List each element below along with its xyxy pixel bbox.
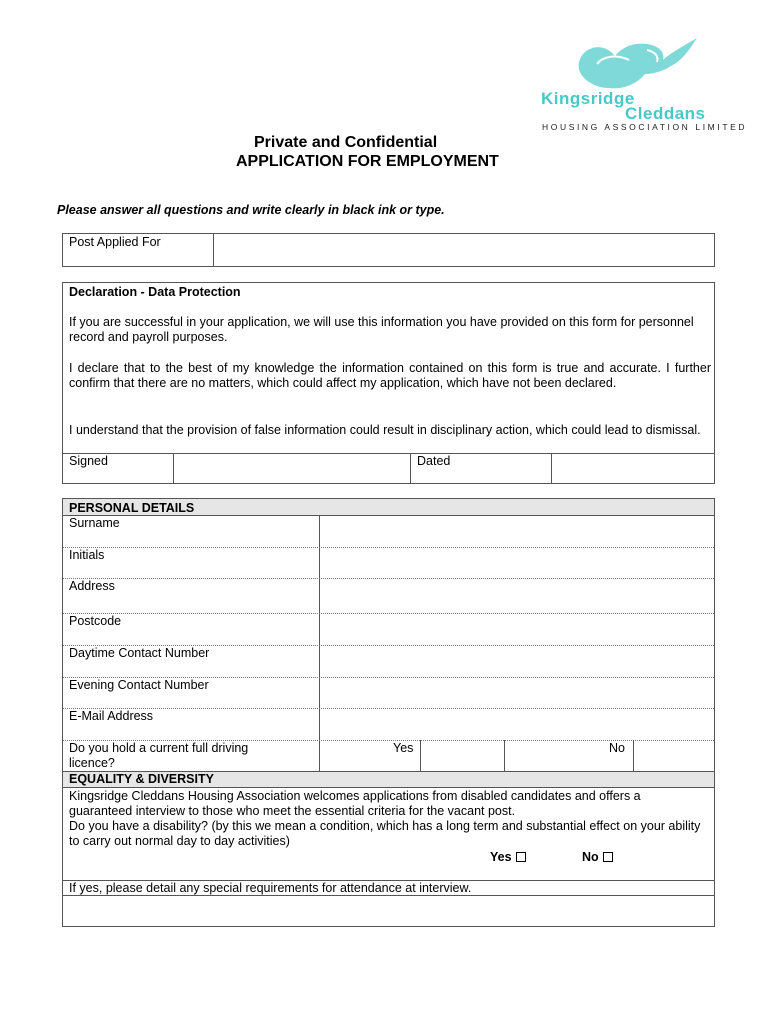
- declaration-para3: I understand that the provision of false information could result in disciplinary action, which could lead to dismissal.: [69, 423, 701, 437]
- address-label: Address: [69, 579, 115, 593]
- daytime-contact-label: Daytime Contact Number: [69, 646, 210, 660]
- divider: [504, 740, 505, 771]
- email-label: E-Mail Address: [69, 709, 154, 723]
- driving-yes-label: Yes: [393, 741, 414, 755]
- surname-label: Surname: [69, 516, 120, 530]
- disability-no-option[interactable]: [582, 850, 613, 864]
- disability-no-label: No: [582, 850, 599, 864]
- personal-details-heading: PERSONAL DETAILS: [69, 501, 195, 515]
- divider: [63, 787, 714, 788]
- evening-contact-label: Evening Contact Number: [69, 678, 209, 692]
- logo-name-line2: Cleddans: [625, 104, 706, 123]
- signed-field[interactable]: [174, 454, 410, 483]
- dated-label: Dated: [417, 454, 451, 468]
- dated-field[interactable]: [552, 454, 714, 483]
- driving-no-field[interactable]: [634, 741, 714, 771]
- divider: [410, 453, 411, 483]
- driving-licence-label: [69, 741, 309, 771]
- company-logo: [537, 34, 748, 134]
- logo-tagline: HOUSING ASSOCIATION LIMITED: [542, 122, 748, 132]
- driving-no-label: No: [609, 741, 625, 755]
- personal-details-section: [62, 498, 715, 927]
- checkbox-icon[interactable]: [516, 852, 526, 862]
- declaration-section: [62, 282, 715, 484]
- disability-question: Do you have a disability? (by this we mean a condition, which has a long term and substantial effect on your ability to carry out normal day to day activities): [69, 819, 701, 848]
- postcode-field[interactable]: [321, 614, 714, 644]
- checkbox-icon[interactable]: [603, 852, 613, 862]
- equality-para: Kingsridge Cleddans Housing Association welcomes applications from disabled candidates and offers a guaranteed interview to those who meet the essential criteria for the vacant post.: [69, 789, 641, 818]
- driving-yes-field[interactable]: [421, 741, 503, 771]
- instructions-text: Please answer all questions and write clearly in black ink or type.: [57, 203, 445, 217]
- driving-licence-line2: licence?: [69, 756, 115, 770]
- email-field[interactable]: [321, 709, 714, 739]
- divider: [213, 234, 214, 266]
- daytime-contact-field[interactable]: [321, 646, 714, 676]
- evening-contact-field[interactable]: [321, 678, 714, 708]
- disability-yes-option[interactable]: [490, 850, 526, 864]
- logo-name-line1: Kingsridge: [541, 89, 635, 108]
- post-applied-field[interactable]: [215, 234, 714, 266]
- divider: [319, 515, 320, 771]
- signed-label: Signed: [69, 454, 108, 468]
- initials-field[interactable]: [321, 548, 714, 578]
- post-applied-box: [62, 233, 715, 267]
- post-applied-label: Post Applied For: [69, 235, 161, 249]
- address-field[interactable]: [321, 579, 714, 613]
- page-title-line2: APPLICATION FOR EMPLOYMENT: [236, 153, 499, 170]
- equality-heading: EQUALITY & DIVERSITY: [69, 772, 214, 786]
- driving-licence-line1: Do you hold a current full driving: [69, 741, 249, 755]
- declaration-heading: Declaration - Data Protection: [69, 285, 241, 299]
- postcode-label: Postcode: [69, 614, 122, 628]
- disability-yes-label: Yes: [490, 850, 512, 864]
- surname-field[interactable]: [321, 516, 714, 546]
- initials-label: Initials: [69, 548, 105, 562]
- declaration-para1: If you are successful in your application, we will use this information you have provided on this form for personnel record and payroll purposes.: [69, 315, 694, 344]
- special-requirements-label: If yes, please detail any special requirements for attendance at interview.: [69, 881, 472, 895]
- page-title-line1: Private and Confidential: [254, 134, 438, 151]
- special-requirements-field[interactable]: [63, 896, 714, 926]
- declaration-para2: I declare that to the best of my knowledge the information contained on this form is true and accurate. I further confirm that there are no matters, which could affect my application, which have not been declared.: [69, 361, 711, 390]
